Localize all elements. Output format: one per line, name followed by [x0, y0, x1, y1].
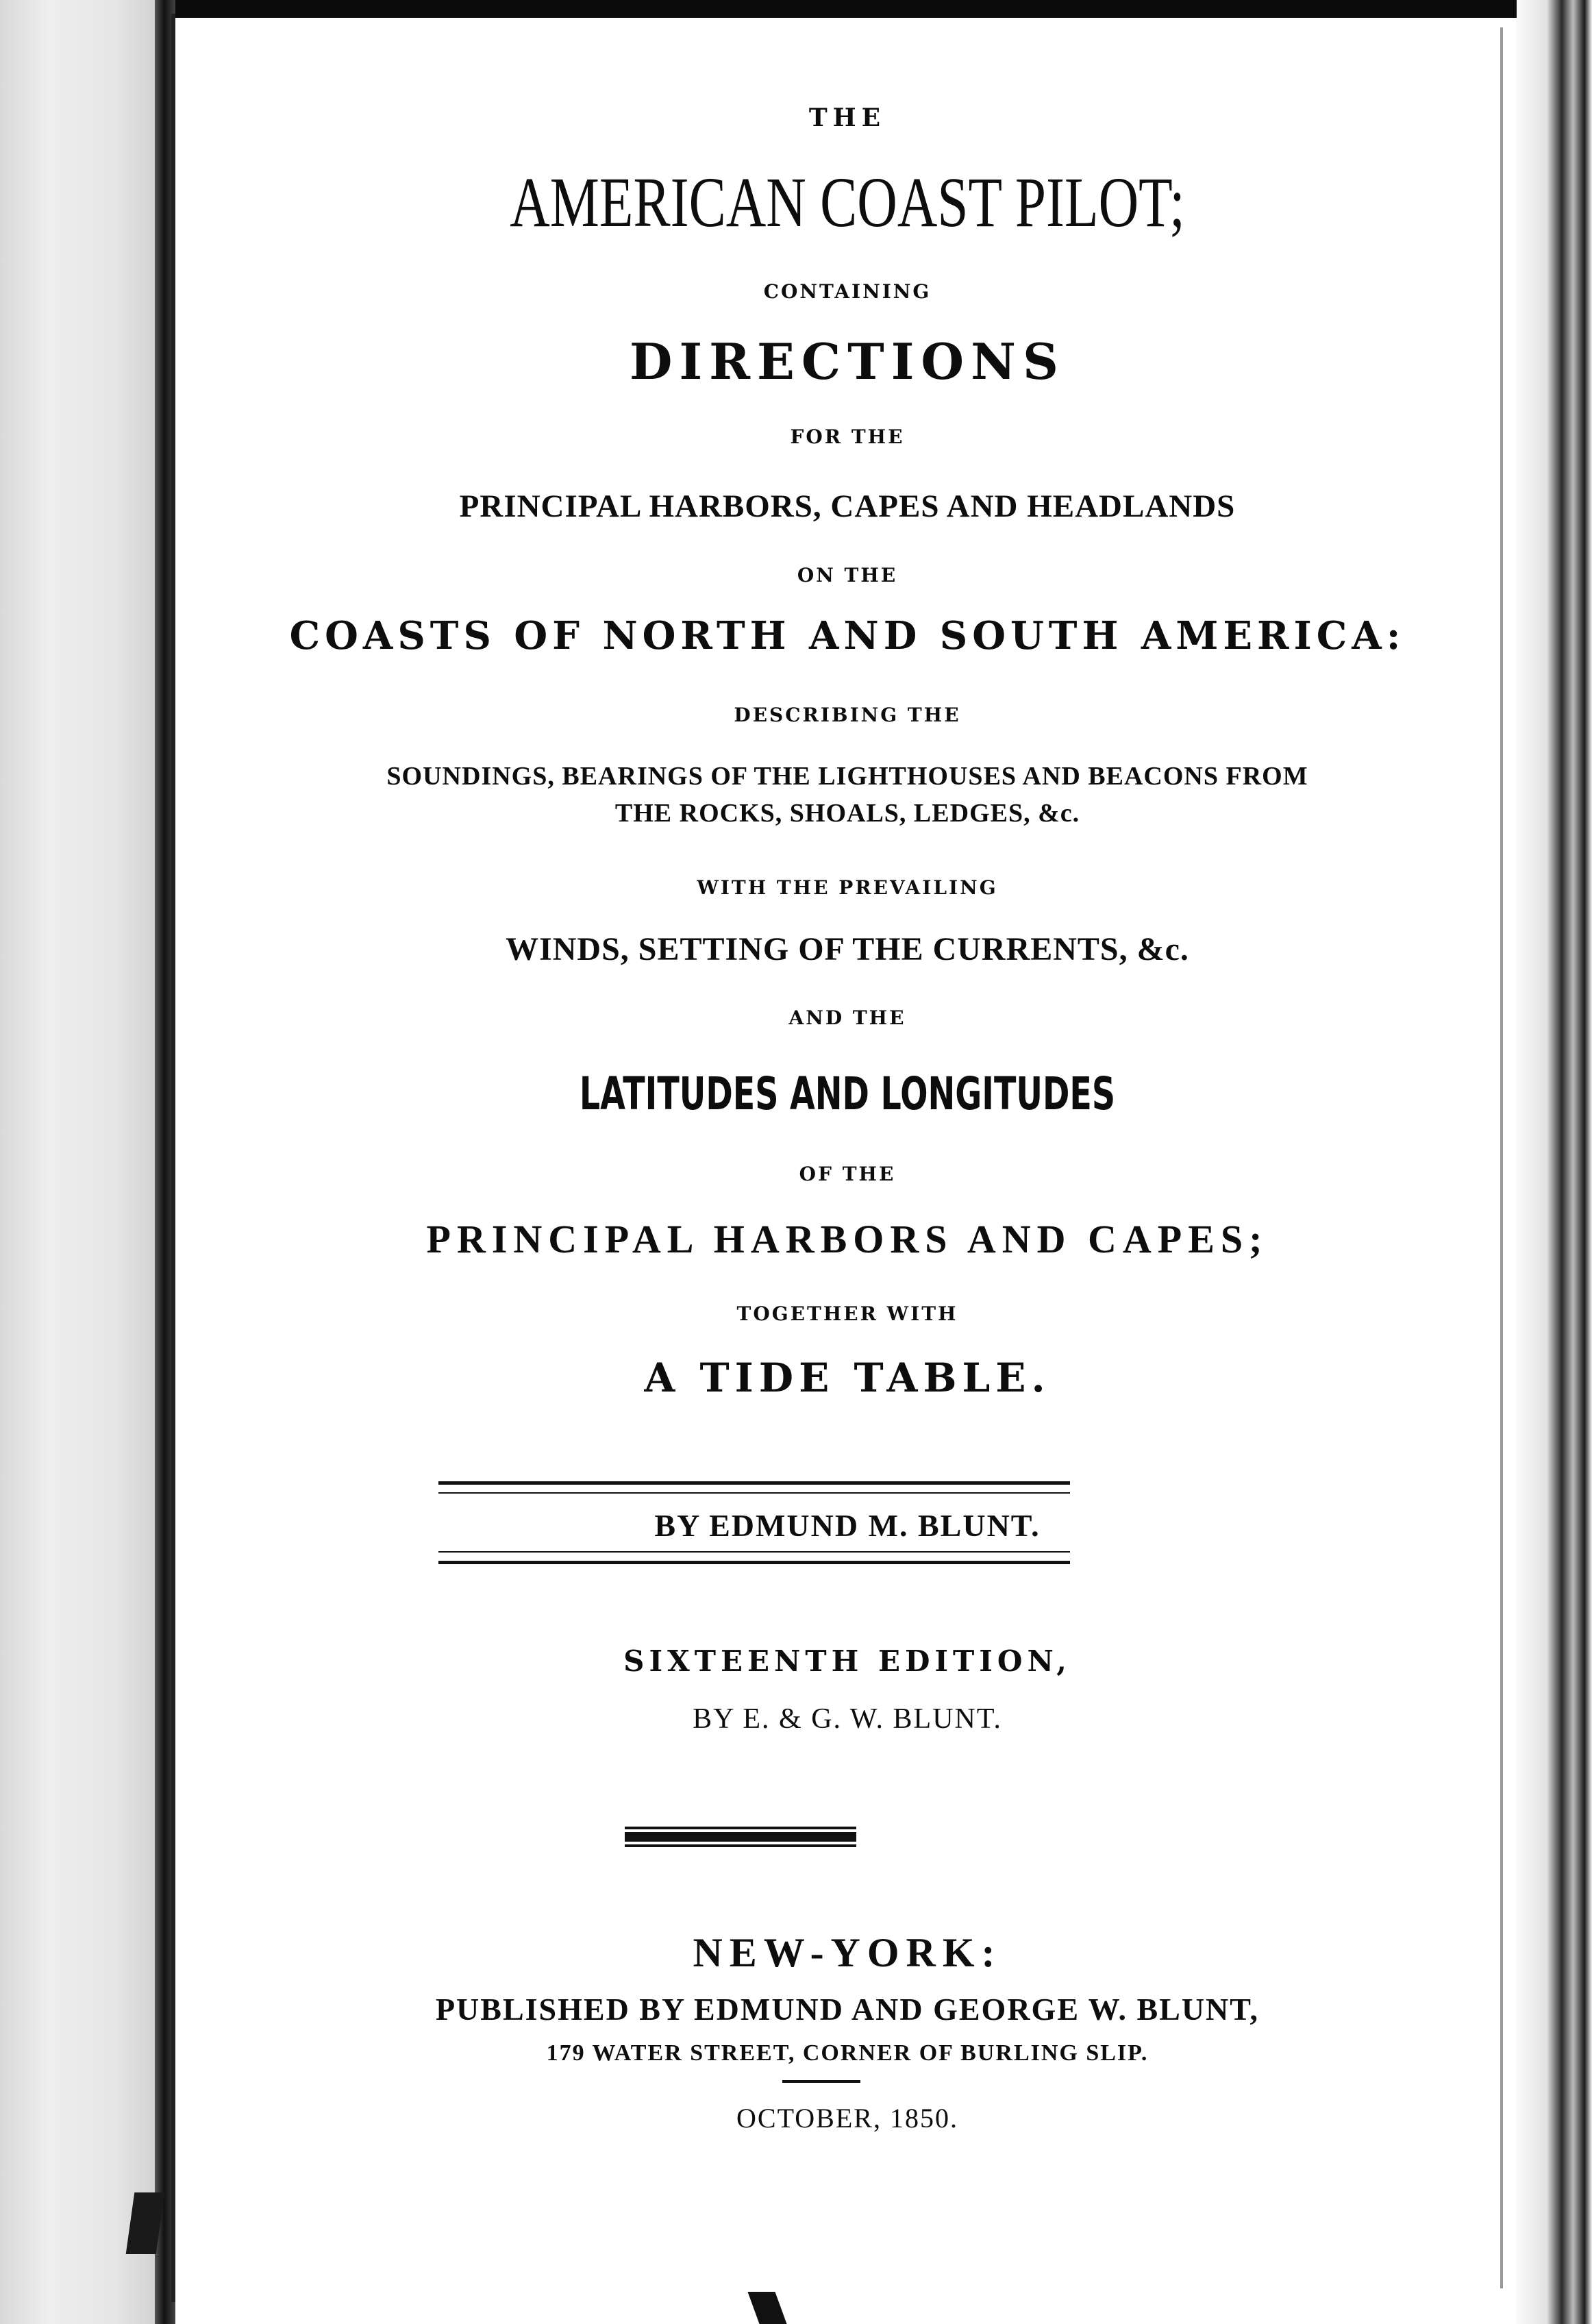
scan-top-border [0, 0, 1592, 18]
winds-line: WINDS, SETTING OF THE CURRENTS, &c. [506, 931, 1189, 967]
rule-below-author-thin [438, 1551, 1070, 1553]
directions-heading: DIRECTIONS [630, 332, 1065, 391]
of-the-label: OF THE [799, 1163, 896, 1185]
author-line: BY EDMUND M. BLUNT. [654, 1508, 1041, 1543]
harbors-capes-headlands-line: PRINCIPAL HARBORS, CAPES AND HEADLANDS [459, 489, 1236, 524]
title-page [178, 18, 1517, 2306]
rule-below-author-thick [438, 1561, 1070, 1564]
on-the-label: ON THE [797, 564, 898, 586]
latitudes-heading: LATITUDES AND LONGITUDES [579, 1067, 1116, 1120]
edition-line: SIXTEENTH EDITION, [623, 1644, 1071, 1678]
publisher-line: PUBLISHED BY EDMUND AND GEORGE W. BLUNT, [435, 1992, 1260, 2027]
date-line: OCTOBER, 1850. [736, 2103, 958, 2134]
harbors-capes-heading: PRINCIPAL HARBORS AND CAPES; [426, 1217, 1269, 1261]
tide-table-heading: A TIDE TABLE. [644, 1355, 1051, 1401]
page-edges-right [1517, 0, 1592, 2324]
rule-above-author-thin [438, 1492, 1070, 1494]
and-the-label: AND THE [788, 1006, 906, 1029]
soundings-line-1: SOUNDINGS, BEARINGS OF THE LIGHTHOUSES AND BEACONS FROM [386, 762, 1308, 791]
ornament-rule-top [625, 1827, 856, 1829]
soundings-line-2: THE ROCKS, SHOALS, LEDGES, &c. [614, 799, 1080, 828]
spine-edge-line [171, 14, 175, 2302]
book-title: AMERICAN COAST PILOT; [510, 163, 1185, 242]
together-with-label: TOGETHER WITH [736, 1302, 958, 1325]
describing-the-label: DESCRIBING THE [734, 704, 961, 726]
rule-above-author-thick [438, 1481, 1070, 1485]
ornament-rule-middle [625, 1832, 856, 1842]
with-the-prevailing-label: WITH THE PREVAILING [697, 876, 998, 899]
book-spine [0, 0, 163, 2324]
editors-line: BY E. & G. W. BLUNT. [693, 1703, 1002, 1735]
short-rule-above-date [782, 2080, 860, 2083]
address-line: 179 WATER STREET, CORNER OF BURLING SLIP. [546, 2040, 1149, 2066]
containing-label: CONTAINING [763, 280, 932, 303]
city-line: NEW-YORK: [693, 1930, 1002, 1975]
the-heading: THE [808, 103, 886, 132]
ornament-rule-bottom [625, 1844, 856, 1847]
for-the-label: FOR THE [790, 425, 905, 448]
coasts-heading: COASTS OF NORTH AND SOUTH AMERICA: [289, 613, 1406, 658]
